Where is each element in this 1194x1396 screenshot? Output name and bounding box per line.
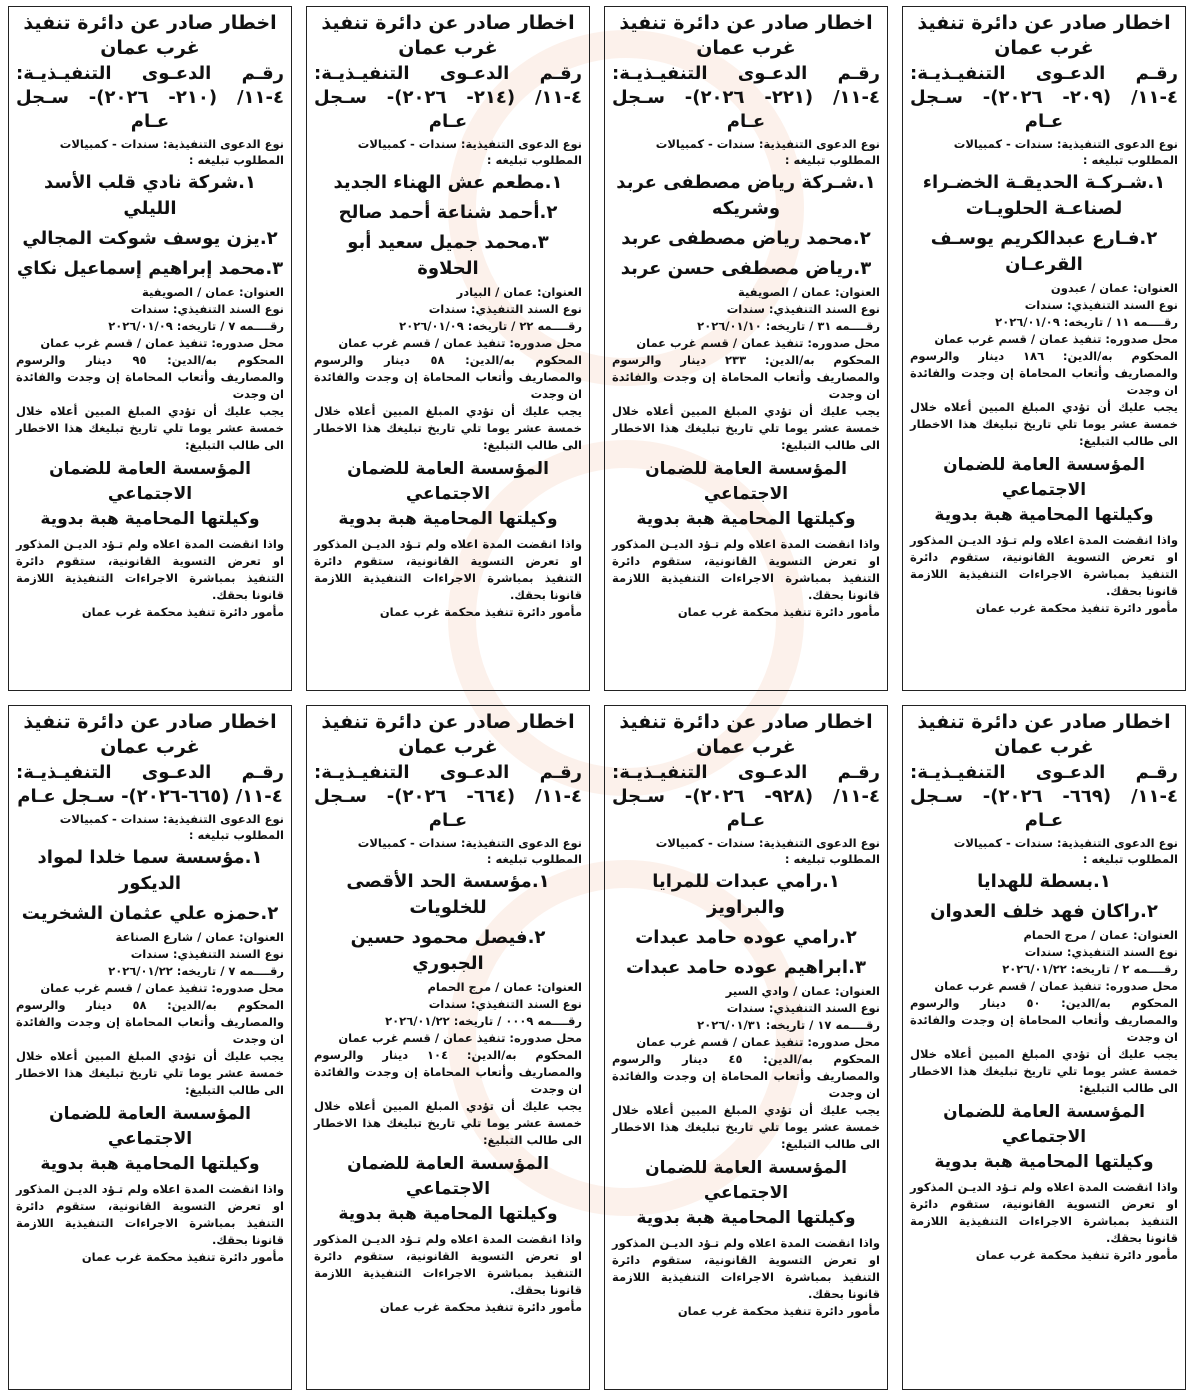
creditor-agent: وكيلتها المحامية هبة بدوية [338, 1204, 558, 1224]
creditor-org: المؤسسة العامة للضمان الاجتماعي [943, 1102, 1145, 1147]
judgment: المحكوم به/الدين: ١٨٦ دينار والرسوم والمصاريف وأتعاب المحاماة إن وجدت والفائدة ان وجدت [910, 349, 1178, 397]
party-name: ٢.فـارع عبدالكريم يوسـف القرعـان [930, 228, 1158, 275]
notice-title: اخطار صادر عن دائرة تنفيذ غرب عمان [23, 12, 277, 59]
notice-card [604, 6, 888, 691]
issued-at: محل صدوره: تنفيذ عمان / قسم غرب عمان [40, 336, 284, 350]
issued-at: محل صدوره: تنفيذ عمان / قسم غرب عمان [40, 981, 284, 995]
notice-title: اخطار صادر عن دائرة تنفيذ غرب عمان [619, 711, 873, 758]
notice-title: اخطار صادر عن دائرة تنفيذ غرب عمان [619, 12, 873, 59]
required-label: المطلوب تبليغه : [1082, 852, 1178, 866]
judgment: المحكوم به/الدين: ٥٠ دينار والرسوم والمصاريف وأتعاب المحاماة إن وجدت والفائدة ان وجدت [910, 996, 1178, 1044]
issued-at: محل صدوره: تنفيذ عمان / قسم غرب عمان [934, 332, 1178, 346]
officer-signature: مأمور دائرة تنفيذ محكمة غرب عمان [379, 1300, 582, 1314]
address: العنوان: عمان / مرج الحمام [427, 980, 582, 994]
address: العنوان: عمان / وادي السير [725, 984, 880, 998]
case-type: نوع الدعوى التنفيذية: سندات - كمبيالات [357, 836, 582, 850]
demand: يجب عليك أن تؤدي المبلغ المبين أعلاه خلال خمسة عشر يوما تلي تاريخ تبليغك هذا الاخطار الى طالب التبليغ: [612, 1103, 880, 1151]
case-number: رقـم الدعـوى التنفيـذيـة: ٤-١١/ (٦٦٤- ٢٠٢٦)- سـجل عـام [314, 762, 582, 831]
officer-signature: مأمور دائرة تنفيذ محكمة غرب عمان [677, 1304, 880, 1318]
required-label: المطلوب تبليغه : [486, 852, 582, 866]
party-name: ١.مؤسسة الحد الأقصى للخلويات [346, 871, 550, 918]
party-name: ٢.محمد رياض مصطفى عربد [621, 228, 871, 249]
creditor-org: المؤسسة العامة للضمان الاجتماعي [49, 459, 251, 504]
bond-type: نوع السند التنفيذي: سندات [428, 302, 582, 316]
bond-type: نوع السند التنفيذي: سندات [130, 302, 284, 316]
notice-card [306, 6, 590, 691]
bond-number: رقــــمه ٧ / تاريخه: ٢٠٢٦/٠١/٠٩ [108, 319, 284, 333]
party-name: ٣.رياض مصطفى حسن عربد [620, 258, 872, 279]
creditor-agent: وكيلتها المحامية هبة بدوية [636, 509, 856, 529]
required-label: المطلوب تبليغه : [784, 153, 880, 167]
party-name: ٣.محمد جميل سعيد أبو الحلاوة [347, 232, 549, 279]
party-name: ١.بسطة للهدايا [977, 871, 1111, 892]
judgment: المحكوم به/الدين: ٥٨ دينار والرسوم والمصاريف وأتعاب المحاماة إن وجدت والفائدة ان وجدت [16, 998, 284, 1046]
case-type: نوع الدعوى التنفيذية: سندات - كمبيالات [655, 836, 880, 850]
bond-number: رقــــمه ٢ / تاريخه: ٢٠٢٦/٠١/٢٢ [1002, 962, 1178, 976]
address: العنوان: عمان / مرج الحمام [1023, 928, 1178, 942]
demand: يجب عليك أن تؤدي المبلغ المبين أعلاه خلال خمسة عشر يوما تلي تاريخ تبليغك هذا الاخطار الى طالب التبليغ: [16, 1049, 284, 1097]
issued-at: محل صدوره: تنفيذ عمان / قسم غرب عمان [338, 336, 582, 350]
party-name: ١.شـركة رياض مصطفى عربد وشريكه [616, 172, 876, 219]
creditor-org: المؤسسة العامة للضمان الاجتماعي [645, 459, 847, 504]
issued-at: محل صدوره: تنفيذ عمان / قسم غرب عمان [636, 336, 880, 350]
case-type: نوع الدعوى التنفيذية: سندات - كمبيالات [953, 836, 1178, 850]
notice-card [902, 705, 1186, 1390]
case-number: رقـم الدعـوى التنفيـذيـة: ٤-١١/ (٩٢٨- ٢٠٢٦)- سـجل عـام [612, 762, 880, 831]
judgment: المحكوم به/الدين: ٩٥ دينار والرسوم والمصاريف وأتعاب المحاماة إن وجدت والفائدة ان وجدت [16, 353, 284, 401]
party-name: ١.مطعم عش الهناء الجديد [333, 172, 563, 193]
officer-signature: مأمور دائرة تنفيذ محكمة غرب عمان [81, 1250, 284, 1264]
creditor-agent: وكيلتها المحامية هبة بدوية [338, 509, 558, 529]
case-type: نوع الدعوى التنفيذية: سندات - كمبيالات [59, 137, 284, 151]
creditor-org: المؤسسة العامة للضمان الاجتماعي [347, 459, 549, 504]
creditor-agent: وكيلتها المحامية هبة بدوية [40, 509, 260, 529]
judgment: المحكوم به/الدين: ٤٥ دينار والرسوم والمصاريف وأتعاب المحاماة إن وجدت والفائدة ان وجدت [612, 1052, 880, 1100]
case-number: رقـم الدعـوى التنفيـذيـة: ٤-١١/ (٦٦٥-٢٠٢٦)- سـجل عـام [16, 762, 284, 807]
bond-number: رقــــمه ٠٠٠٩ / تاريخه: ٢٠٢٦/٠١/٢٢ [385, 1014, 582, 1028]
party-name: ١.رامي عبدات للمرايا والبراويز [652, 871, 840, 918]
party-name: ١.شركة نادي قلب الأسد الليلي [43, 172, 257, 219]
footer-warning: واذا انقضت المدة اعلاه ولم تـؤد الديـن المذكور او تعرض التسوية القانونية، ستقوم دائرة التنفيذ بمباشرة الاجراءات التنفيذية اللازمة قانونا بحقك. [612, 1236, 880, 1301]
demand: يجب عليك أن تؤدي المبلغ المبين أعلاه خلال خمسة عشر يوما تلي تاريخ تبليغك هذا الاخطار الى طالب التبليغ: [612, 404, 880, 452]
party-name: ٢.فيصل محمود حسين الجبوري [350, 927, 546, 974]
case-type: نوع الدعوى التنفيذية: سندات - كمبيالات [357, 137, 582, 151]
demand: يجب عليك أن تؤدي المبلغ المبين أعلاه خلال خمسة عشر يوما تلي تاريخ تبليغك هذا الاخطار الى طالب التبليغ: [910, 1047, 1178, 1095]
bond-number: رقــــمه ٧ / تاريخه: ٢٠٢٦/٠١/٢٢ [108, 964, 284, 978]
bond-type: نوع السند التنفيذي: سندات [1024, 298, 1178, 312]
creditor-agent: وكيلتها المحامية هبة بدوية [934, 1152, 1154, 1172]
address: العنوان: عمان / عبدون [1050, 281, 1178, 295]
bond-type: نوع السند التنفيذي: سندات [1024, 945, 1178, 959]
party-name: ٣.ابراهيم عوده حامد عبدات [626, 957, 866, 978]
officer-signature: مأمور دائرة تنفيذ محكمة غرب عمان [975, 601, 1178, 615]
demand: يجب عليك أن تؤدي المبلغ المبين أعلاه خلال خمسة عشر يوما تلي تاريخ تبليغك هذا الاخطار الى طالب التبليغ: [910, 400, 1178, 448]
footer-warning: واذا انقضت المدة اعلاه ولم تـؤد الديـن المذكور او تعرض التسوية القانونية، ستقوم دائرة التنفيذ بمباشرة الاجراءات التنفيذية اللازمة قانونا بحقك. [910, 1180, 1178, 1245]
required-label: المطلوب تبليغه : [188, 153, 284, 167]
party-name: ٢.يزن يوسف شوكت المجالي [22, 228, 278, 249]
case-number: رقـم الدعـوى التنفيـذيـة: ٤-١١/ (٢٢١- ٢٠٢٦)- سـجل عـام [612, 63, 880, 132]
notice-card [8, 6, 292, 691]
judgment: المحكوم به/الدين: ٥٨ دينار والرسوم والمصاريف وأتعاب المحاماة إن وجدت والفائدة ان وجدت [314, 353, 582, 401]
bond-type: نوع السند التنفيذي: سندات [726, 302, 880, 316]
bond-number: رقــــمه ٢٢ / تاريخه: ٢٠٢٦/٠١/٠٩ [399, 319, 582, 333]
address: العنوان: عمان / الصويفية [738, 285, 880, 299]
party-name: ٢.راكان فهد خلف العدوان [930, 901, 1158, 922]
footer-warning: واذا انقضت المدة اعلاه ولم تـؤد الديـن المذكور او تعرض التسوية القانونية، ستقوم دائرة التنفيذ بمباشرة الاجراءات التنفيذية اللازمة قانونا بحقك. [16, 537, 284, 602]
officer-signature: مأمور دائرة تنفيذ محكمة غرب عمان [379, 605, 582, 619]
required-label: المطلوب تبليغه : [188, 828, 284, 842]
bond-number: رقــــمه ١٧ / تاريخه: ٢٠٢٦/٠١/٣١ [697, 1018, 880, 1032]
party-name: ١.مؤسسة سما خلدا لمواد الديكور [37, 847, 263, 894]
creditor-org: المؤسسة العامة للضمان الاجتماعي [943, 455, 1145, 500]
case-number: رقـم الدعـوى التنفيـذيـة: ٤-١١/ (٦٦٩- ٢٠٢٦)- سـجل عـام [910, 762, 1178, 831]
notice-title: اخطار صادر عن دائرة تنفيذ غرب عمان [321, 711, 575, 758]
officer-signature: مأمور دائرة تنفيذ محكمة غرب عمان [975, 1248, 1178, 1262]
bond-type: نوع السند التنفيذي: سندات [130, 947, 284, 961]
case-type: نوع الدعوى التنفيذية: سندات - كمبيالات [59, 812, 284, 826]
notice-card [604, 705, 888, 1390]
case-type: نوع الدعوى التنفيذية: سندات - كمبيالات [953, 137, 1178, 151]
required-label: المطلوب تبليغه : [1082, 153, 1178, 167]
case-number: رقـم الدعـوى التنفيـذيـة: ٤-١١/ (٢١٤- ٢٠٢٦)- سـجل عـام [314, 63, 582, 132]
address: العنوان: عمان / البيادر [456, 285, 582, 299]
required-label: المطلوب تبليغه : [486, 153, 582, 167]
creditor-agent: وكيلتها المحامية هبة بدوية [40, 1154, 260, 1174]
officer-signature: مأمور دائرة تنفيذ محكمة غرب عمان [81, 605, 284, 619]
creditor-agent: وكيلتها المحامية هبة بدوية [934, 505, 1154, 525]
party-name: ٣.محمد إبراهيم إسماعيل نكاي [16, 258, 284, 279]
required-label: المطلوب تبليغه : [784, 852, 880, 866]
bond-type: نوع السند التنفيذي: سندات [428, 997, 582, 1011]
bond-type: نوع السند التنفيذي: سندات [726, 1001, 880, 1015]
address: العنوان: عمان / الصويفية [142, 285, 284, 299]
party-name: ٢.أحمد شناعة أحمد صالح [338, 202, 558, 223]
case-type: نوع الدعوى التنفيذية: سندات - كمبيالات [655, 137, 880, 151]
party-name: ٢.حمزه علي عثمان الشخريت [21, 903, 279, 924]
notice-title: اخطار صادر عن دائرة تنفيذ غرب عمان [321, 12, 575, 59]
footer-warning: واذا انقضت المدة اعلاه ولم تـؤد الديـن المذكور او تعرض التسوية القانونية، ستقوم دائرة التنفيذ بمباشرة الاجراءات التنفيذية اللازمة قانونا بحقك. [612, 537, 880, 602]
footer-warning: واذا انقضت المدة اعلاه ولم تـؤد الديـن المذكور او تعرض التسوية القانونية، ستقوم دائرة التنفيذ بمباشرة الاجراءات التنفيذية اللازمة قانونا بحقك. [16, 1182, 284, 1247]
notice-title: اخطار صادر عن دائرة تنفيذ غرب عمان [917, 12, 1171, 59]
issued-at: محل صدوره: تنفيذ عمان / قسم غرب عمان [636, 1035, 880, 1049]
notice-card [902, 6, 1186, 691]
officer-signature: مأمور دائرة تنفيذ محكمة غرب عمان [677, 605, 880, 619]
bond-number: رقــــمه ١١ / تاريخه: ٢٠٢٦/٠١/٠٩ [995, 315, 1178, 329]
footer-warning: واذا انقضت المدة اعلاه ولم تـؤد الديـن المذكور او تعرض التسوية القانونية، ستقوم دائرة التنفيذ بمباشرة الاجراءات التنفيذية اللازمة قانونا بحقك. [314, 1232, 582, 1297]
footer-warning: واذا انقضت المدة اعلاه ولم تـؤد الديـن المذكور او تعرض التسوية القانونية، ستقوم دائرة التنفيذ بمباشرة الاجراءات التنفيذية اللازمة قانونا بحقك. [314, 537, 582, 602]
case-number: رقـم الدعـوى التنفيـذيـة: ٤-١١/ (٢١٠- ٢٠٢٦)- سـجل عـام [16, 63, 284, 132]
party-name: ٢.رامي عوده حامد عبدات [635, 927, 857, 948]
demand: يجب عليك أن تؤدي المبلغ المبين أعلاه خلال خمسة عشر يوما تلي تاريخ تبليغك هذا الاخطار الى طالب التبليغ: [314, 404, 582, 452]
address: العنوان: عمان / شارع الصناعة [115, 930, 284, 944]
demand: يجب عليك أن تؤدي المبلغ المبين أعلاه خلال خمسة عشر يوما تلي تاريخ تبليغك هذا الاخطار الى طالب التبليغ: [314, 1099, 582, 1147]
issued-at: محل صدوره: تنفيذ عمان / قسم غرب عمان [338, 1031, 582, 1045]
judgment: المحكوم به/الدين: ٢٣٣ دينار والرسوم والمصاريف وأتعاب المحاماة إن وجدت والفائدة ان وجدت [612, 353, 880, 401]
case-number: رقـم الدعـوى التنفيـذيـة: ٤-١١/ (٢٠٩- ٢٠٢٦)- سـجل عـام [910, 63, 1178, 132]
issued-at: محل صدوره: تنفيذ عمان / قسم غرب عمان [934, 979, 1178, 993]
creditor-org: المؤسسة العامة للضمان الاجتماعي [347, 1154, 549, 1199]
creditor-agent: وكيلتها المحامية هبة بدوية [636, 1208, 856, 1228]
creditor-org: المؤسسة العامة للضمان الاجتماعي [645, 1158, 847, 1203]
creditor-org: المؤسسة العامة للضمان الاجتماعي [49, 1104, 251, 1149]
footer-warning: واذا انقضت المدة اعلاه ولم تـؤد الديـن المذكور او تعرض التسوية القانونية، ستقوم دائرة التنفيذ بمباشرة الاجراءات التنفيذية اللازمة قانونا بحقك. [910, 533, 1178, 598]
judgment: المحكوم به/الدين: ١٠٤ دينار والرسوم والمصاريف وأتعاب المحاماة إن وجدت والفائدة ان وجدت [314, 1048, 582, 1096]
party-name: ١.شـركـة الحديقـة الخضـراء لصناعـة الحلويـات [922, 172, 1166, 219]
bond-number: رقــــمه ٣١ / تاريخه: ٢٠٢٦/٠١/١٠ [697, 319, 880, 333]
notice-title: اخطار صادر عن دائرة تنفيذ غرب عمان [917, 711, 1171, 758]
notice-card [8, 705, 292, 1390]
demand: يجب عليك أن تؤدي المبلغ المبين أعلاه خلال خمسة عشر يوما تلي تاريخ تبليغك هذا الاخطار الى طالب التبليغ: [16, 404, 284, 452]
notice-title: اخطار صادر عن دائرة تنفيذ غرب عمان [23, 711, 277, 758]
notice-card [306, 705, 590, 1390]
